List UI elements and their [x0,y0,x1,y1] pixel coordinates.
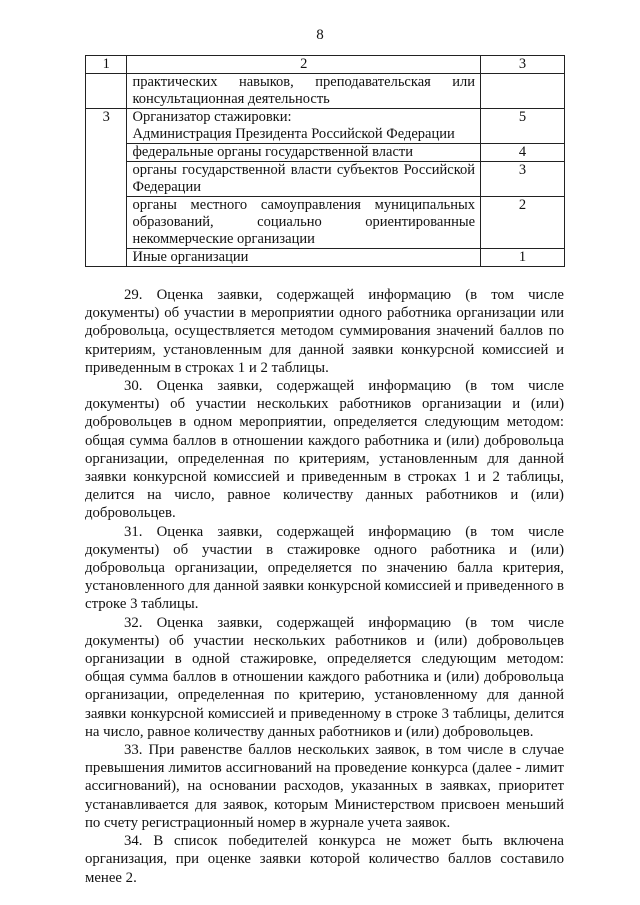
row-score-cell: 1 [481,249,565,267]
row-score-cell [481,74,565,109]
row-score-cell: 3 [481,162,565,197]
header-cell: 1 [86,56,127,74]
row-text-cell: органы государственной власти субъектов Российской Федерации [127,162,481,197]
paragraph-29: 29. Оценка заявки, содержащей информацию (в том числе документы) об участии в мероприятии одного работника организации или добровольца, осуществляется методом суммирования значений баллов по критериям, установленным для данной заявки конкурсной комиссией и приведенным в строках 1 и 2 таблицы. [85,287,564,376]
table-row [86,197,565,249]
row-text-cell: органы местного самоуправления муниципальных образований, социально ориентированные некоммерческие организации [127,197,481,249]
table-row [86,74,565,109]
header-cell: 2 [127,56,481,74]
row-text-cell: федеральные органы государственной власти [127,144,481,162]
paragraph-32: 32. Оценка заявки, содержащей информацию (в том числе документы) об участии нескольких работников и (или) добровольцев организации в одной стажировке, определяется следующим методом: общая сумма баллов в отношении каждого работника и (или) добровольца организации, определенная по критерию, установленному для данной заявки конкурсной комиссией и приведенному в строке 3 таблицы, делится на число, равное количеству данных работников и (или) добровольцев. [85,614,564,740]
row-number-cell: 3 [86,109,127,267]
row-score-cell: 2 [481,197,565,249]
paragraph-33: 33. При равенстве баллов нескольких заявок, в том числе в случае превышения лимитов ассигнований на проведение конкурса (далее - лимит ассигнований), на основании расходов, указанных в заявках, приоритет устанавливается для заявок, которым Министерством присвоен меньший по счету регистрационный номер в журнале учета заявок. [85,742,564,831]
paragraph-31: 31. Оценка заявки, содержащей информацию (в том числе документы) об участии в стажировке одного работника и (или) добровольца организации, определяется по значению балла критерия, установленного для данной заявки конкурсной комиссией и приведенного в строке 3 таблицы. [85,523,565,613]
organizer-text: Администрация Президента Российской Федерации [132,126,455,142]
table-header-row [86,56,565,74]
paragraph-30: 30. Оценка заявки, содержащей информацию (в том числе документы) об участии нескольких работников организации и (или) добровольцев в одном мероприятии, определяется следующим методом: общая сумма баллов в отношении каждого работника и (или) добровольца организации, определенная по критериям, установленным для данной заявки конкурсной комиссией и приведенным в строках 1 и 2 таблицы, делится на число, равное количеству данных работников и (или) добровольцев. [85,378,564,522]
table-row [86,144,565,162]
row-text-cell: практических навыков, преподавательская или консультационная деятельность [127,74,481,109]
row-number-cell [86,74,127,109]
organizer-heading: Организатор стажировки: [132,109,292,125]
criteria-table [85,55,565,267]
header-cell: 3 [481,56,565,74]
table-row [86,162,565,197]
row-text-cell: Иные организации [127,249,481,267]
table-row [86,109,565,144]
body-text [85,286,564,887]
table-row [86,249,565,267]
page-number: 8 [316,27,324,43]
row-score-cell: 4 [481,144,565,162]
row-score-cell: 5 [481,109,565,144]
paragraph-34: 34. В список победителей конкурса не может быть включена организация, при оценке заявки которой количество баллов составило менее 2. [85,833,564,886]
row-text-cell [127,109,481,144]
